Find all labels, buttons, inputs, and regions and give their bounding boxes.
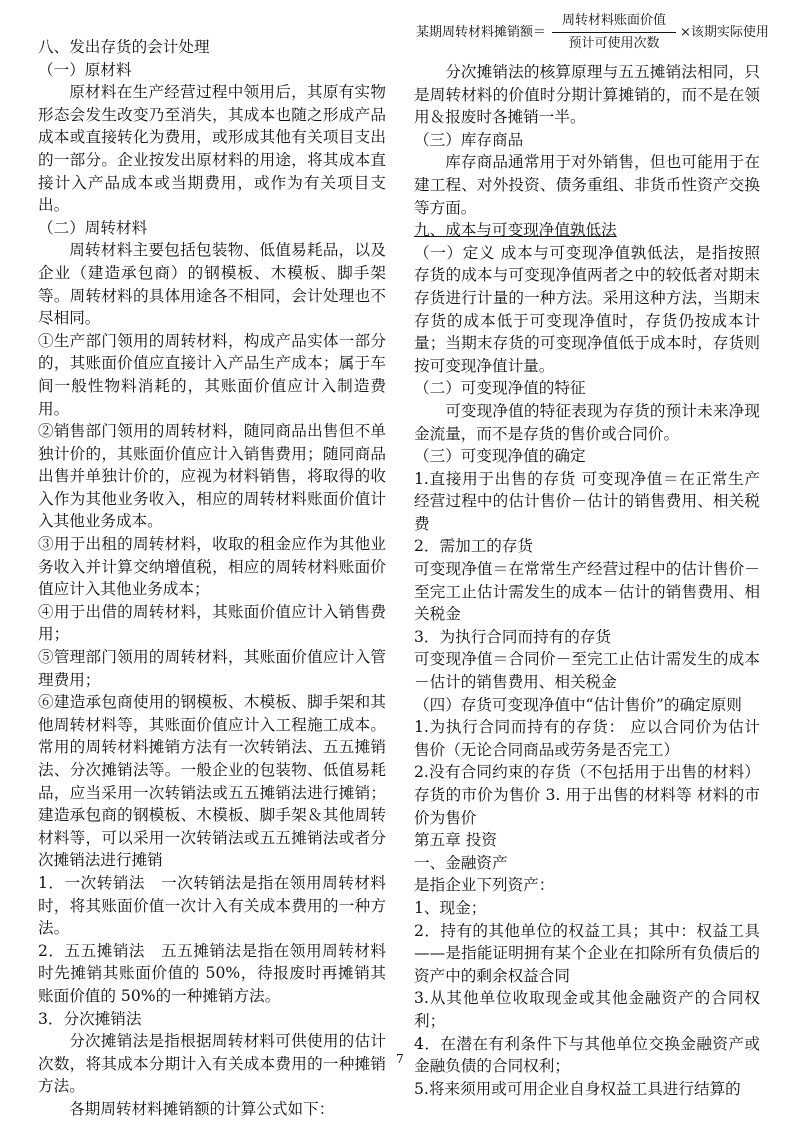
paragraph: 1.为执行合同而持有的存货： 应以合同价为估计售价（无论合同商品或劳务是否完工） bbox=[414, 718, 760, 759]
paragraph: （二）周转材料 bbox=[38, 218, 148, 237]
left-column bbox=[38, 36, 386, 1121]
paragraph: （二）可变现净值的特征 bbox=[414, 379, 586, 398]
paragraph: 周转材料主要包括包装物、低值易耗品，以及企业（建造承包商）的钢模板、木模板、脚手架等。周转材料的具体用途各不相同，会计处理也不尽相同。 bbox=[38, 241, 386, 328]
paragraph: 5.将来须用或可用企业自身权益工具进行结算的 bbox=[414, 1079, 741, 1098]
paragraph: （三）可变现净值的确定 bbox=[414, 447, 586, 466]
paragraph: 1、现金； bbox=[414, 898, 487, 917]
paragraph: 4．在潜在有利条件下与其他单位交换金融资产或金融负债的合同权利； bbox=[414, 1034, 760, 1076]
paragraph: 2．需加工的存货 bbox=[414, 537, 534, 556]
paragraph: （三）库存商品 bbox=[414, 130, 524, 149]
paragraph: 各期周转材料摊销额的计算公式如下： bbox=[69, 1099, 335, 1118]
formula-fraction bbox=[552, 12, 676, 53]
paragraph: 第五章 投资 bbox=[414, 831, 497, 850]
amortization-formula bbox=[416, 12, 769, 53]
paragraph: ②销售部门领用的周转材料，随同商品出售但不单独计价的，其账面价值应计入销售费用；随同商品出售并单独计价的，应视为材料销售，将取得的收入作为其他业务收入，相应的周转材料账面价值计入其他业务成本。 bbox=[38, 422, 386, 531]
paragraph: 可变现净值＝合同价－至完工止估计需发生的成本－估计的销售费用、相关税金 bbox=[414, 650, 760, 692]
paragraph: 分次摊销法的核算原理与五五摊销法相同，只是周转材料的价值时分期计算摊销的，而不是在领用＆报废时各摊销一半。 bbox=[414, 63, 760, 127]
paragraph: 1．一次转销法 一次转销法是指在领用周转材料时，将其账面价值一次计入有关成本费用的一种方法。 bbox=[38, 873, 386, 938]
paragraph: 原材料在生产经营过程中领用后，其原有实物形态会发生改变乃至消失，其成本也随之形成产品成本或直接转化为费用，或形成其他有关项目支出的一部分。企业按发出原材料的用途，将其成本直接计入产品成本或当期费用，或作为有关项目支出。 bbox=[38, 83, 386, 215]
paragraph: 九、成本与可变现净值孰低法 bbox=[414, 221, 617, 240]
paragraph: ⑥建造承包商使用的钢模板、木模板、脚手架和其他周转材料等，其账面价值应计入工程施工成本。常用的周转材料摊销方法有一次转销法、五五摊销法、分次摊销法等。一般企业的包装物、低值易耗品，应当采用一次转销法或五五摊销法进行摊销；建造承包商的钢模板、木模板、脚手架＆其他周转材料等，可以采用一次转销法或五五摊销法或者分次摊销法进行摊销 bbox=[38, 693, 386, 870]
paragraph: 2．五五摊销法 五五摊销法是指在领用周转材料时先摊销其账面价值的 50%，待报废时再摊销其账面价值的 50%的一种摊销方法。 bbox=[38, 941, 386, 1005]
paragraph: 3．为执行合同而持有的存货 bbox=[414, 627, 612, 646]
paragraph: 一、金融资产 bbox=[414, 853, 508, 872]
formula-denominator: 预计可使用次数 bbox=[568, 36, 660, 51]
right-column bbox=[414, 13, 769, 1100]
paragraph: 3．分次摊销法 bbox=[38, 1009, 142, 1028]
paragraph: 库存商品通常用于对外销售，但也可能用于在建工程、对外投资、债务重组、非货币性资产交换等方面。 bbox=[414, 153, 760, 217]
paragraph: ⑤管理部门领用的周转材料，其账面价值应计入管理费用； bbox=[38, 648, 386, 689]
paragraph: 是指企业下列资产： bbox=[414, 876, 555, 895]
paragraph: （一）定义 成本与可变现净值孰低法，是指按照存货的成本与可变现净值两者之中的较低者对期末存货进行计量的一种方法。采用这种方法，当期末存货的成本低于可变现净值时，存货仍按成本计量；当期末存货的可变现净值低于成本时，存货则按可变现净值计量。 bbox=[414, 243, 760, 375]
paragraph: ④用于出借的周转材料，其账面价值应计入销售费用； bbox=[38, 602, 386, 644]
paragraph: （四）存货可变现净值中“估计售价”的确定原则 bbox=[414, 695, 742, 714]
paragraph: 分次摊销法是指根据周转材料可供使用的估计次数，将其成本分期计入有关成本费用的一种摊销方法。 bbox=[38, 1032, 386, 1096]
paragraph: 3.从其他单位收取现金或其他金融资产的合同权利； bbox=[414, 989, 760, 1030]
paragraph: 八、发出存货的会计处理 bbox=[38, 38, 210, 56]
page-number: 7 bbox=[396, 1052, 404, 1066]
right-column-body bbox=[414, 61, 760, 1100]
paragraph: 可变现净值的特征表现为存货的预计未来净现金流量，而不是存货的售价或合同价。 bbox=[414, 401, 760, 443]
paragraph: 2.没有合同约束的存货（不包括用于出售的材料）存货的市价为售价 3. 用于出售的材料等 材料的市价为售价 bbox=[414, 763, 760, 827]
formula-numerator: 周转材料账面价值 bbox=[552, 12, 676, 33]
paragraph: ①生产部门领用的周转材料，构成产品实体一部分的，其账面价值应直接计入产品生产成本；属于车间一般性物料消耗的，其账面价值应计入制造费用。 bbox=[38, 331, 386, 418]
formula-rhs: ×该期实际使用 bbox=[680, 24, 769, 40]
paragraph: ③用于出租的周转材料，收取的租金应作为其他业务收入并计算交纳增值税，相应的周转材料账面价值应计入其他业务成本； bbox=[38, 535, 386, 599]
paragraph: 可变现净值＝在常常生产经营过程中的估计售价－至完工止估计需发生的成本－估计的销售费用、相关税金 bbox=[414, 560, 760, 624]
paragraph: 2．持有的其他单位的权益工具；其中：权益工具——是指能证明拥有某个企业在扣除所有负债后的资产中的剩余权益合同 bbox=[414, 921, 760, 985]
paragraph: （一）原材料 bbox=[38, 60, 132, 79]
formula-lhs: 某期周转材料摊销额＝ bbox=[416, 24, 547, 40]
paragraph: 1.直接用于出售的存货 可变现净值＝在正常生产经营过程中的估计售价－估计的销售费用、相关税费 bbox=[414, 469, 760, 533]
